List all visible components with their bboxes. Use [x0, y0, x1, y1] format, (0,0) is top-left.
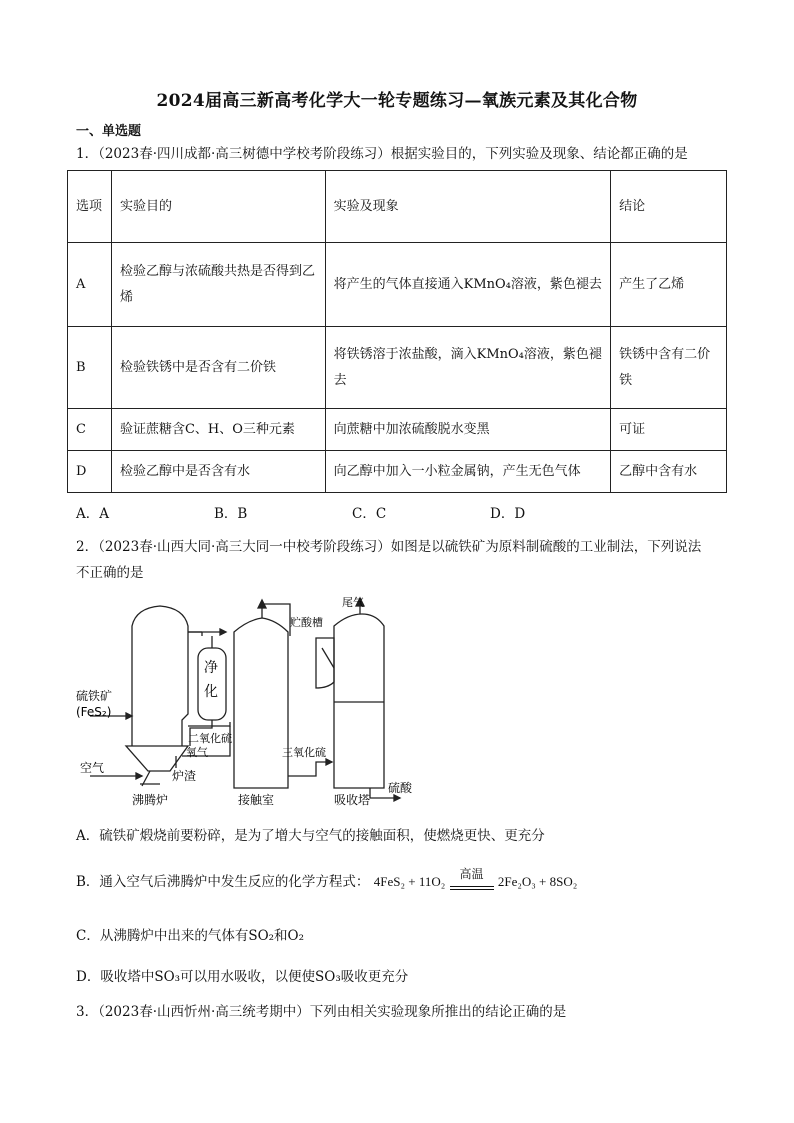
header-purpose: 实验目的	[111, 171, 325, 243]
label-so3: 三氧化硫	[282, 746, 326, 759]
absorber-tower	[334, 614, 384, 788]
question-2-stem-line2: 不正确的是	[76, 565, 144, 581]
row-conclusion: 乙醇中含有水	[611, 451, 727, 493]
question-2-option-a[interactable]: A．硫铁矿煅烧前要粉碎，是为了增大与空气的接触面积，使燃烧更快、更充分	[76, 828, 545, 844]
header-experiment: 实验及现象	[325, 171, 611, 243]
label-so2: 二氧化硫	[188, 732, 232, 745]
row-experiment: 将铁锈溶于浓盐酸，滴入KMnO₄溶液，紫色褪去	[325, 327, 611, 409]
question-1-table	[67, 170, 727, 493]
choice-a[interactable]: A．A	[76, 506, 109, 522]
row-purpose: 验证蔗糖含C、H、O三种元素	[111, 409, 325, 451]
sulfuric-acid-process-diagram	[70, 596, 430, 816]
label-slag: 炉渣	[172, 769, 197, 783]
equals-sign	[450, 886, 494, 890]
row-option: C	[68, 409, 112, 451]
question-1-stem: 1．（2023春·四川成都·高三树德中学校考阶段练习）根据实验目的，下列实验及现象、结论都正确的是	[76, 146, 688, 162]
table-row	[68, 451, 727, 493]
label-purify-2: 化	[204, 684, 218, 700]
table-header-row	[68, 171, 727, 243]
section-heading: 一、单选题	[76, 124, 142, 139]
table-row	[68, 409, 727, 451]
reaction-condition	[450, 867, 494, 890]
question-2-option-b[interactable]	[76, 867, 578, 890]
row-purpose: 检验乙醇中是否含有水	[111, 451, 325, 493]
contact-chamber	[234, 618, 288, 788]
choice-c[interactable]: C．C	[352, 506, 387, 522]
label-o2: 氧气	[186, 746, 208, 759]
label-purify-1: 净	[204, 660, 218, 676]
table-row	[68, 243, 727, 327]
row-option: D	[68, 451, 112, 493]
row-purpose: 检验铁锈中是否含有二价铁	[111, 327, 325, 409]
label-tank: 贮酸槽	[290, 616, 323, 629]
row-conclusion: 铁锈中含有二价铁	[611, 327, 727, 409]
header-option: 选项	[68, 171, 112, 243]
option-b-text: B．通入空气后沸腾炉中发生反应的化学方程式：	[76, 874, 370, 890]
question-1-choices	[76, 502, 628, 522]
label-ore: 硫铁矿	[76, 689, 113, 703]
question-2-option-d[interactable]: D．吸收塔中SO₃可以用水吸收，以便使SO₃吸收更充分	[76, 969, 409, 985]
question-3-stem: 3．（2023春·山西忻州·高三统考期中）下列由相关实验现象所推出的结论正确的是	[76, 1004, 567, 1020]
table-row	[68, 327, 727, 409]
label-furnace: 沸腾炉	[132, 793, 169, 807]
row-option: A	[68, 243, 112, 327]
choice-d[interactable]: D．D	[490, 506, 526, 522]
label-ore-formula: (FeS₂)	[76, 705, 112, 719]
row-option: B	[68, 327, 112, 409]
option-b-rhs: 2Fe₂O₃ + 8SO₂	[497, 874, 578, 889]
choice-b[interactable]: B．B	[214, 506, 248, 522]
label-contact: 接触室	[238, 793, 275, 807]
row-experiment: 向蔗糖中加浓硫酸脱水变黑	[325, 409, 611, 451]
row-conclusion: 可证	[611, 409, 727, 451]
header-conclusion: 结论	[611, 171, 727, 243]
condition-high-temp: 高温	[459, 867, 484, 881]
label-air: 空气	[80, 761, 105, 775]
label-acid: 硫酸	[388, 781, 413, 795]
document-title: 2024届高三新高考化学大一轮专题练习—氧族元素及其化合物	[156, 91, 638, 111]
row-experiment: 将产生的气体直接通入KMnO₄溶液，紫色褪去	[325, 243, 611, 327]
row-conclusion: 产生了乙烯	[611, 243, 727, 327]
question-2-stem-line1: 2．（2023春·山西大同·高三大同一中校考阶段练习）如图是以硫铁矿为原料制硫酸的工业制法，下列说法	[76, 539, 702, 555]
row-experiment: 向乙醇中加入一小粒金属钠，产生无色气体	[325, 451, 611, 493]
label-tail: 尾气	[342, 596, 364, 609]
option-b-lhs: 4FeS₂ + 11O₂	[373, 874, 446, 889]
row-purpose: 检验乙醇与浓硫酸共热是否得到乙烯	[111, 243, 325, 327]
question-2-option-c[interactable]: C．从沸腾炉中出来的气体有SO₂和O₂	[76, 928, 305, 944]
label-absorber: 吸收塔	[334, 793, 371, 807]
furnace-vessel	[132, 606, 188, 746]
